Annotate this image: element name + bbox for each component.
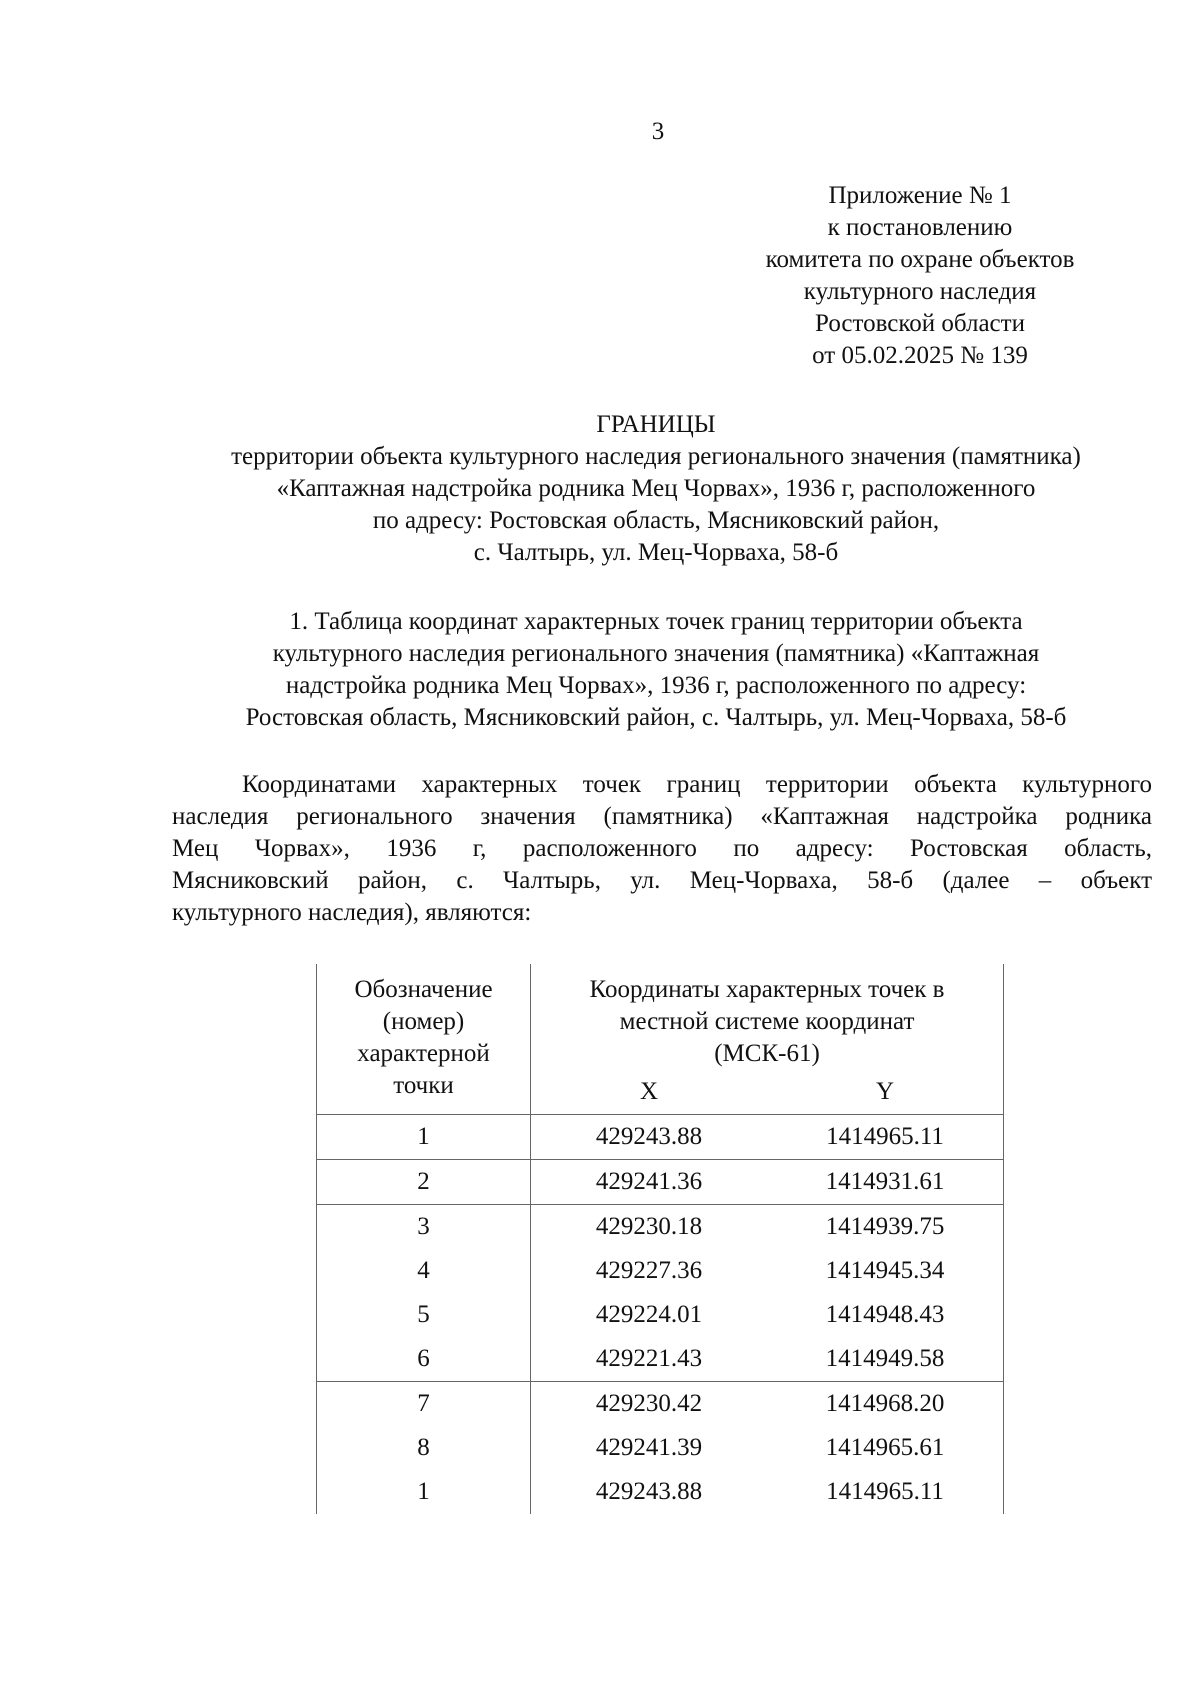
header-coordinates xyxy=(531,964,1004,1070)
header-point-text: Обозначение (номер) характерной точки xyxy=(354,976,493,1099)
table-header-row xyxy=(317,964,1004,1070)
y-value: 1414965.11 xyxy=(767,1470,1004,1514)
point-number: 7 xyxy=(317,1382,531,1427)
title-line: территории объекта культурного наследия регионального значения (памятника) xyxy=(231,443,1081,470)
y-value: 1414968.20 xyxy=(767,1382,1004,1427)
point-number: 6 xyxy=(317,1337,531,1382)
coordinates-table xyxy=(316,964,1004,1514)
x-value: 429241.39 xyxy=(595,1434,703,1461)
point-number: 8 xyxy=(317,1426,531,1470)
y-value: 1414939.75 xyxy=(767,1205,1004,1250)
point-number: 1 xyxy=(317,1115,531,1160)
page-number: 3 xyxy=(651,118,665,145)
header-y: Y xyxy=(767,1070,1004,1115)
header-x: X xyxy=(531,1070,767,1115)
paragraph-line: наследия регионального значения (памятника) «Каптажная надстройка родника xyxy=(172,803,1152,830)
section-heading xyxy=(160,606,1152,734)
section-line: надстройка родника Мец Чорвах», 1936 г, расположенного по адресу: xyxy=(285,672,1027,699)
appendix-line: Приложение № 1 xyxy=(828,182,1012,209)
document-title xyxy=(160,409,1152,569)
y-value: 1414965.11 xyxy=(767,1115,1004,1160)
point-number: 5 xyxy=(317,1293,531,1337)
y-value: 1414965.61 xyxy=(767,1426,1004,1470)
paragraph-line: Мец Чорвах», 1936 г, расположенного по адресу: Ростовская область, xyxy=(172,835,1152,862)
table-row xyxy=(317,1160,1004,1205)
paragraph-line: культурного наследия), являются: xyxy=(172,899,532,926)
y-value: 1414949.58 xyxy=(767,1337,1004,1382)
section-line: культурного наследия регионального значения (памятника) «Каптажная xyxy=(272,640,1040,667)
title-line: с. Чалтырь, ул. Мец-Чорваха, 58-б xyxy=(473,539,839,566)
section-line: 1. Таблица координат характерных точек границ территории объекта xyxy=(289,608,1023,635)
point-number: 2 xyxy=(317,1160,531,1205)
x-value: 429227.36 xyxy=(595,1257,703,1284)
x-value: 429221.43 xyxy=(531,1337,767,1382)
point-number: 4 xyxy=(317,1249,531,1293)
table-row xyxy=(317,1337,1004,1382)
header-point-designation xyxy=(317,964,531,1115)
x-value: 429243.88 xyxy=(595,1478,703,1505)
table-row xyxy=(317,1293,1004,1337)
table-row xyxy=(317,1426,1004,1470)
appendix-line: Ростовской области xyxy=(815,310,1025,337)
title-heading: ГРАНИЦЫ xyxy=(596,411,716,438)
body-paragraph xyxy=(172,769,1152,929)
title-line: по адресу: Ростовская область, Мясниковский район, xyxy=(372,507,940,534)
paragraph-line: Координатами характерных точек границ территории объекта культурного xyxy=(242,771,1152,798)
appendix-line: к постановлению xyxy=(827,214,1013,241)
x-value: 429243.88 xyxy=(531,1115,767,1160)
x-value: 429241.36 xyxy=(531,1160,767,1205)
table-row xyxy=(317,1115,1004,1160)
appendix-line: от 05.02.2025 № 139 xyxy=(812,342,1028,369)
table-row xyxy=(317,1382,1004,1427)
paragraph-line: Мясниковский район, с. Чалтырь, ул. Мец-Чорваха, 58-б (далее – объект xyxy=(172,867,1152,894)
x-value: 429230.42 xyxy=(595,1390,703,1417)
x-value: 429230.18 xyxy=(595,1213,703,1240)
y-value: 1414931.61 xyxy=(767,1160,1004,1205)
point-number: 3 xyxy=(317,1205,531,1250)
table-row xyxy=(317,1249,1004,1293)
table-row xyxy=(317,1470,1004,1514)
y-value: 1414945.34 xyxy=(767,1249,1004,1293)
appendix-line: культурного наследия xyxy=(803,278,1037,305)
table-row xyxy=(317,1205,1004,1250)
section-line: Ростовская область, Мясниковский район, с. Чалтырь, ул. Мец-Чорваха, 58-б xyxy=(245,704,1067,731)
appendix-line: комитета по охране объектов xyxy=(765,246,1075,273)
y-value: 1414948.43 xyxy=(767,1293,1004,1337)
x-value: 429224.01 xyxy=(595,1301,703,1328)
title-line: «Каптажная надстройка родника Мец Чорвах», 1936 г, расположенного xyxy=(276,475,1036,502)
appendix-reference xyxy=(700,180,1140,372)
point-number: 1 xyxy=(317,1470,531,1514)
header-coordinates-text: Координаты характерных точек в местной системе координат (МСК-61) xyxy=(589,976,945,1067)
